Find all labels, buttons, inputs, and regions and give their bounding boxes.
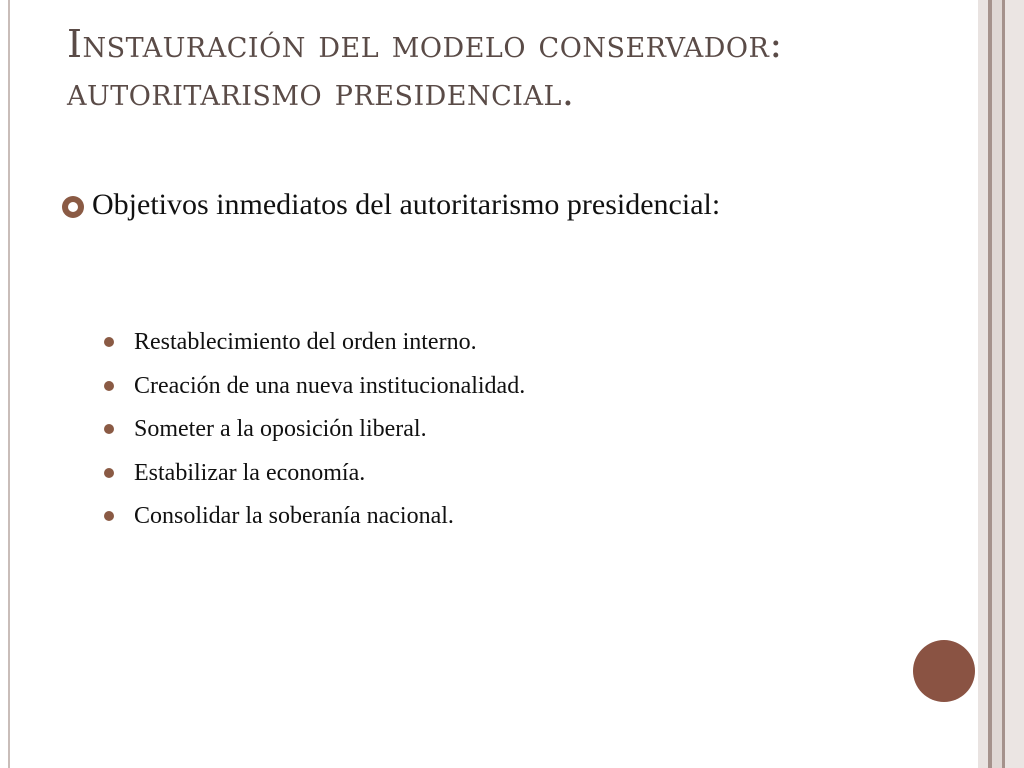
dot-bullet-icon [104,381,114,391]
ring-bullet-icon [62,196,84,218]
list-item-text: Creación de una nueva institucionalidad. [134,372,526,399]
list-item-text: Estabilizar la economía. [134,459,366,486]
right-decor-band [1005,0,1024,768]
slide-title [67,20,957,116]
main-bullet-text: Objetivos inmediatos del autoritarismo presidencial: [92,188,721,221]
dot-bullet-icon [104,511,114,521]
slide-title-line-1: Instauración del modelo conservador: [67,22,783,66]
right-decor-band [978,0,988,768]
dot-bullet-icon [104,337,114,347]
dot-bullet-icon [104,424,114,434]
dot-bullet-icon [104,468,114,478]
decorative-circle [913,640,975,702]
left-divider [8,0,10,768]
list-item-text: Someter a la oposición liberal. [134,416,427,442]
sub-bullet-list [104,324,804,542]
list-item [104,411,804,455]
slide-title-line-2: autoritarismo presidencial. [67,70,575,114]
list-item [104,455,804,499]
list-item [104,324,804,368]
right-decor-band [992,0,1002,768]
list-item [104,498,804,542]
list-item [104,368,804,412]
list-item-text: Consolidar la soberanía nacional. [134,503,454,529]
list-item-text: Restablecimiento del orden interno. [134,329,477,355]
